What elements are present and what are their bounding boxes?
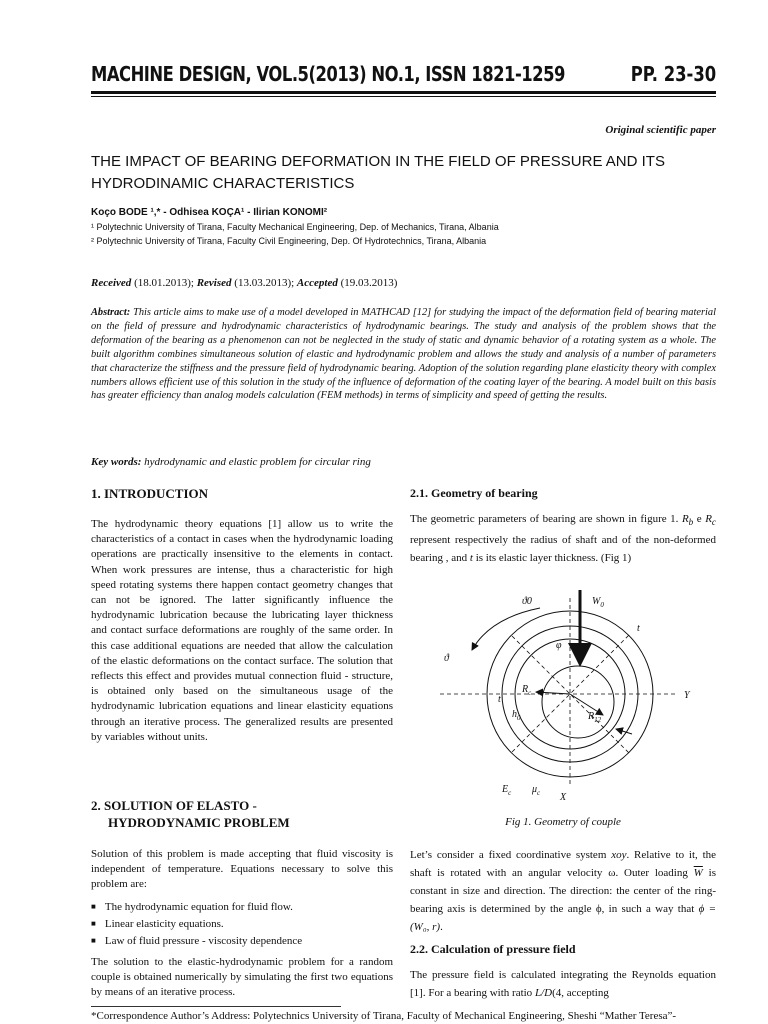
label-theta: ϑ (444, 653, 449, 664)
abstract (91, 306, 716, 403)
text-fragment: (4, accepting (552, 987, 609, 999)
rc-symbol (705, 513, 716, 528)
accepted-label: Accepted (296, 277, 338, 289)
footnote: *Correspondence Author’s Address: Polytechnics University of Tirana, Faculty of Mechanical Engineering, Sheshi “Mather Teresa”- (91, 1010, 677, 1022)
section-2-heading-line2: HYDRODYNAMIC PROBLEM (108, 815, 290, 830)
section-1-heading: 1. INTRODUCTION (91, 486, 209, 501)
received-label: Received (91, 277, 132, 289)
keywords-label: Key words: (91, 456, 142, 468)
label-phi: φ (556, 640, 562, 651)
section-2-1-text-2 (410, 846, 716, 936)
label-theta0: ϑ0 (522, 596, 532, 607)
header-rule-thick (91, 91, 716, 94)
label-ec: $E_c$ (502, 784, 512, 797)
text-fragment: The pressure field is calculated integrating the Reynolds equation [1]. For a bearing with ratio (410, 969, 716, 999)
received-date: (18.01.2013); (131, 277, 197, 289)
rc-subscript: c (711, 517, 716, 528)
rb-subscript: b (688, 517, 694, 528)
label-t-left: t (498, 694, 501, 705)
abstract-text: This article aims to make use of a model developed in MATHCAD [12] for studying the impact of the deformation field of bearing material on the field of pressure and hydrodynamic characteristics of hydrodynamic bearings. The study and analysis of the problem shows that the deformation of the bearing as a phenomenon can not be neglected in the study of static and dynamic behavior of a rotating system as a whole. The built algorithm combines simultaneous solution of elastic and hydrodynamic problem and allows the study and analysis of a number of parameters that characterize the stiffness and the pressure field of hydrodynamic bearing. Adoption of the solution regarding plane elasticity theory with complex numbers allows efficient use of this solution in the study of the influence of deformation of the coating layer of the bearing. A model built on this basis has greater efficiency than analog models calculation (FEM methods) in terms of simplicity and speed of getting the results. (91, 307, 716, 402)
text-fragment: represent respectively the radius of shaft and of the non-deformed bearing , and (410, 534, 716, 565)
figure-caption: Fig 1. Geometry of couple (505, 816, 621, 828)
footnote-rule (91, 1006, 341, 1007)
section-2-text: Solution of this problem is made accepting that fluid viscosity is independent of temperature. Equations necessary to solve this problem are: (91, 848, 393, 891)
header-rule-thin (91, 96, 716, 97)
text-fragment: is its elastic layer thickness. (Fig 1) (472, 552, 632, 565)
revised-date: (13.03.2013); (231, 277, 297, 289)
abstract-label: Abstract: (91, 307, 131, 318)
label-w0: $W_0$ (592, 596, 604, 609)
page-range: PP. 23-30 (630, 62, 716, 86)
section-2-heading-line1: 2. SOLUTION OF ELASTO - (91, 798, 257, 813)
affiliation-2: ² Polytechnic University of Tirana, Faculty Civil Engineering, Dep. Of Hydrotechnics, Tirana, Albania (91, 236, 487, 246)
journal-header: MACHINE DESIGN, VOL.5(2013) NO.1, ISSN 1821-1259 (91, 62, 565, 86)
keywords-text: hydrodynamic and elastic problem for circular ring (141, 456, 371, 468)
affiliation-1: ¹ Polytechnic University of Tirana, Faculty Mechanical Engineering, Dep. of Mechanics, Tirana, Albania (91, 222, 499, 232)
axis-lines (440, 598, 678, 786)
section-2-1-heading: 2.1. Geometry of bearing (410, 486, 538, 500)
r12-arrow (570, 694, 603, 715)
text-fragment: The geometric parameters of bearing are shown in figure 1. (410, 513, 682, 525)
accepted-date: (19.03.2013) (337, 277, 398, 289)
section-2-text-2: The solution to the elastic-hydrodynamic problem for a random couple is obtained numerically by simulating the first two equations by means of an iterative process. (91, 956, 393, 999)
phi-formula: ϕ = (W₀, r) (410, 903, 716, 933)
ratio-symbol: L/D (534, 987, 553, 999)
t-symbol: t (469, 552, 473, 565)
pointer-arrow (616, 729, 632, 734)
section-2-2-heading: 2.2. Calculation of pressure field (410, 942, 576, 956)
paper-type: Original scientific paper (605, 124, 716, 136)
rb-letter: R (681, 513, 689, 525)
label-h0: $h_0$ (512, 709, 521, 722)
bearing-geometry-figure (420, 588, 710, 806)
rb-symbol (681, 513, 694, 528)
label-muc: $\mu_c$ (532, 784, 541, 797)
text-fragment: . Relative to it, the shaft is rotated with an angular velocity ω. Outer loading (410, 849, 717, 879)
text-fragment: is constant in size and direction. The direction: the center of the ring-bearing axis is determined by the angle ϕ, in such a way that (410, 867, 716, 915)
list-item: ■ The hydrodynamic equation for fluid flow. (91, 899, 393, 916)
label-r12: $R_{12}$ (588, 711, 602, 724)
text-fragment: Let’s consider a fixed coordinative system (410, 849, 612, 861)
rotation-arrow (472, 608, 540, 650)
dates (91, 277, 397, 289)
w-symbol: $\overline{W}$ (693, 867, 703, 879)
section-2-1-text (410, 510, 716, 567)
text-fragment: e (693, 513, 706, 525)
section-1-text: The hydrodynamic theory equations [1] allow us to write the characteristics of a contact in cases when the hydrodynamic loading operations are practically insensitive to the elements in contact. When work pressures are intense, thus a characteristic for high speed rotating systems there happen contact geometry changes that can not be ignored. The latter significantly influence the hydrodynamic lubrication because the lubricating layer thickness and contact surface deformations are roughly of the same order. In this case additional equations are needed that allow the calculation of the elastic deformations on the contact surface. The solution that reflects this effect and provides mutual connection fluid - structure, is obtained only based on the simultaneous usage of the hydrodynamic lubrication equations and linear elasticity equations through an iterative process. The generalized results are presented by variables without units. (91, 518, 393, 743)
text-fragment: . (440, 921, 443, 933)
label-rc: $R_c$ (522, 684, 532, 697)
label-x: X (560, 792, 567, 803)
keywords (91, 456, 371, 468)
list-item: ■ Linear elasticity equations. (91, 916, 393, 933)
rc-letter: R (705, 513, 712, 525)
paper-title: THE IMPACT OF BEARING DEFORMATION IN THE FIELD OF PRESSURE AND ITS HYDRODINAMIC CHARACTERISTICS (91, 153, 665, 192)
authors: Koço BODE ¹,* - Odhisea KOÇA¹ - Ilirian KONOMI² (91, 207, 328, 218)
list-item: ■ Law of fluid pressure - viscosity dependence (91, 933, 393, 950)
section-2-2-text (410, 966, 716, 1002)
label-y: Y (684, 690, 690, 701)
xoy-symbol: xoy (611, 849, 627, 861)
label-t-top: t (637, 623, 640, 634)
equation-list (91, 899, 393, 950)
revised-label: Revised (196, 277, 232, 289)
